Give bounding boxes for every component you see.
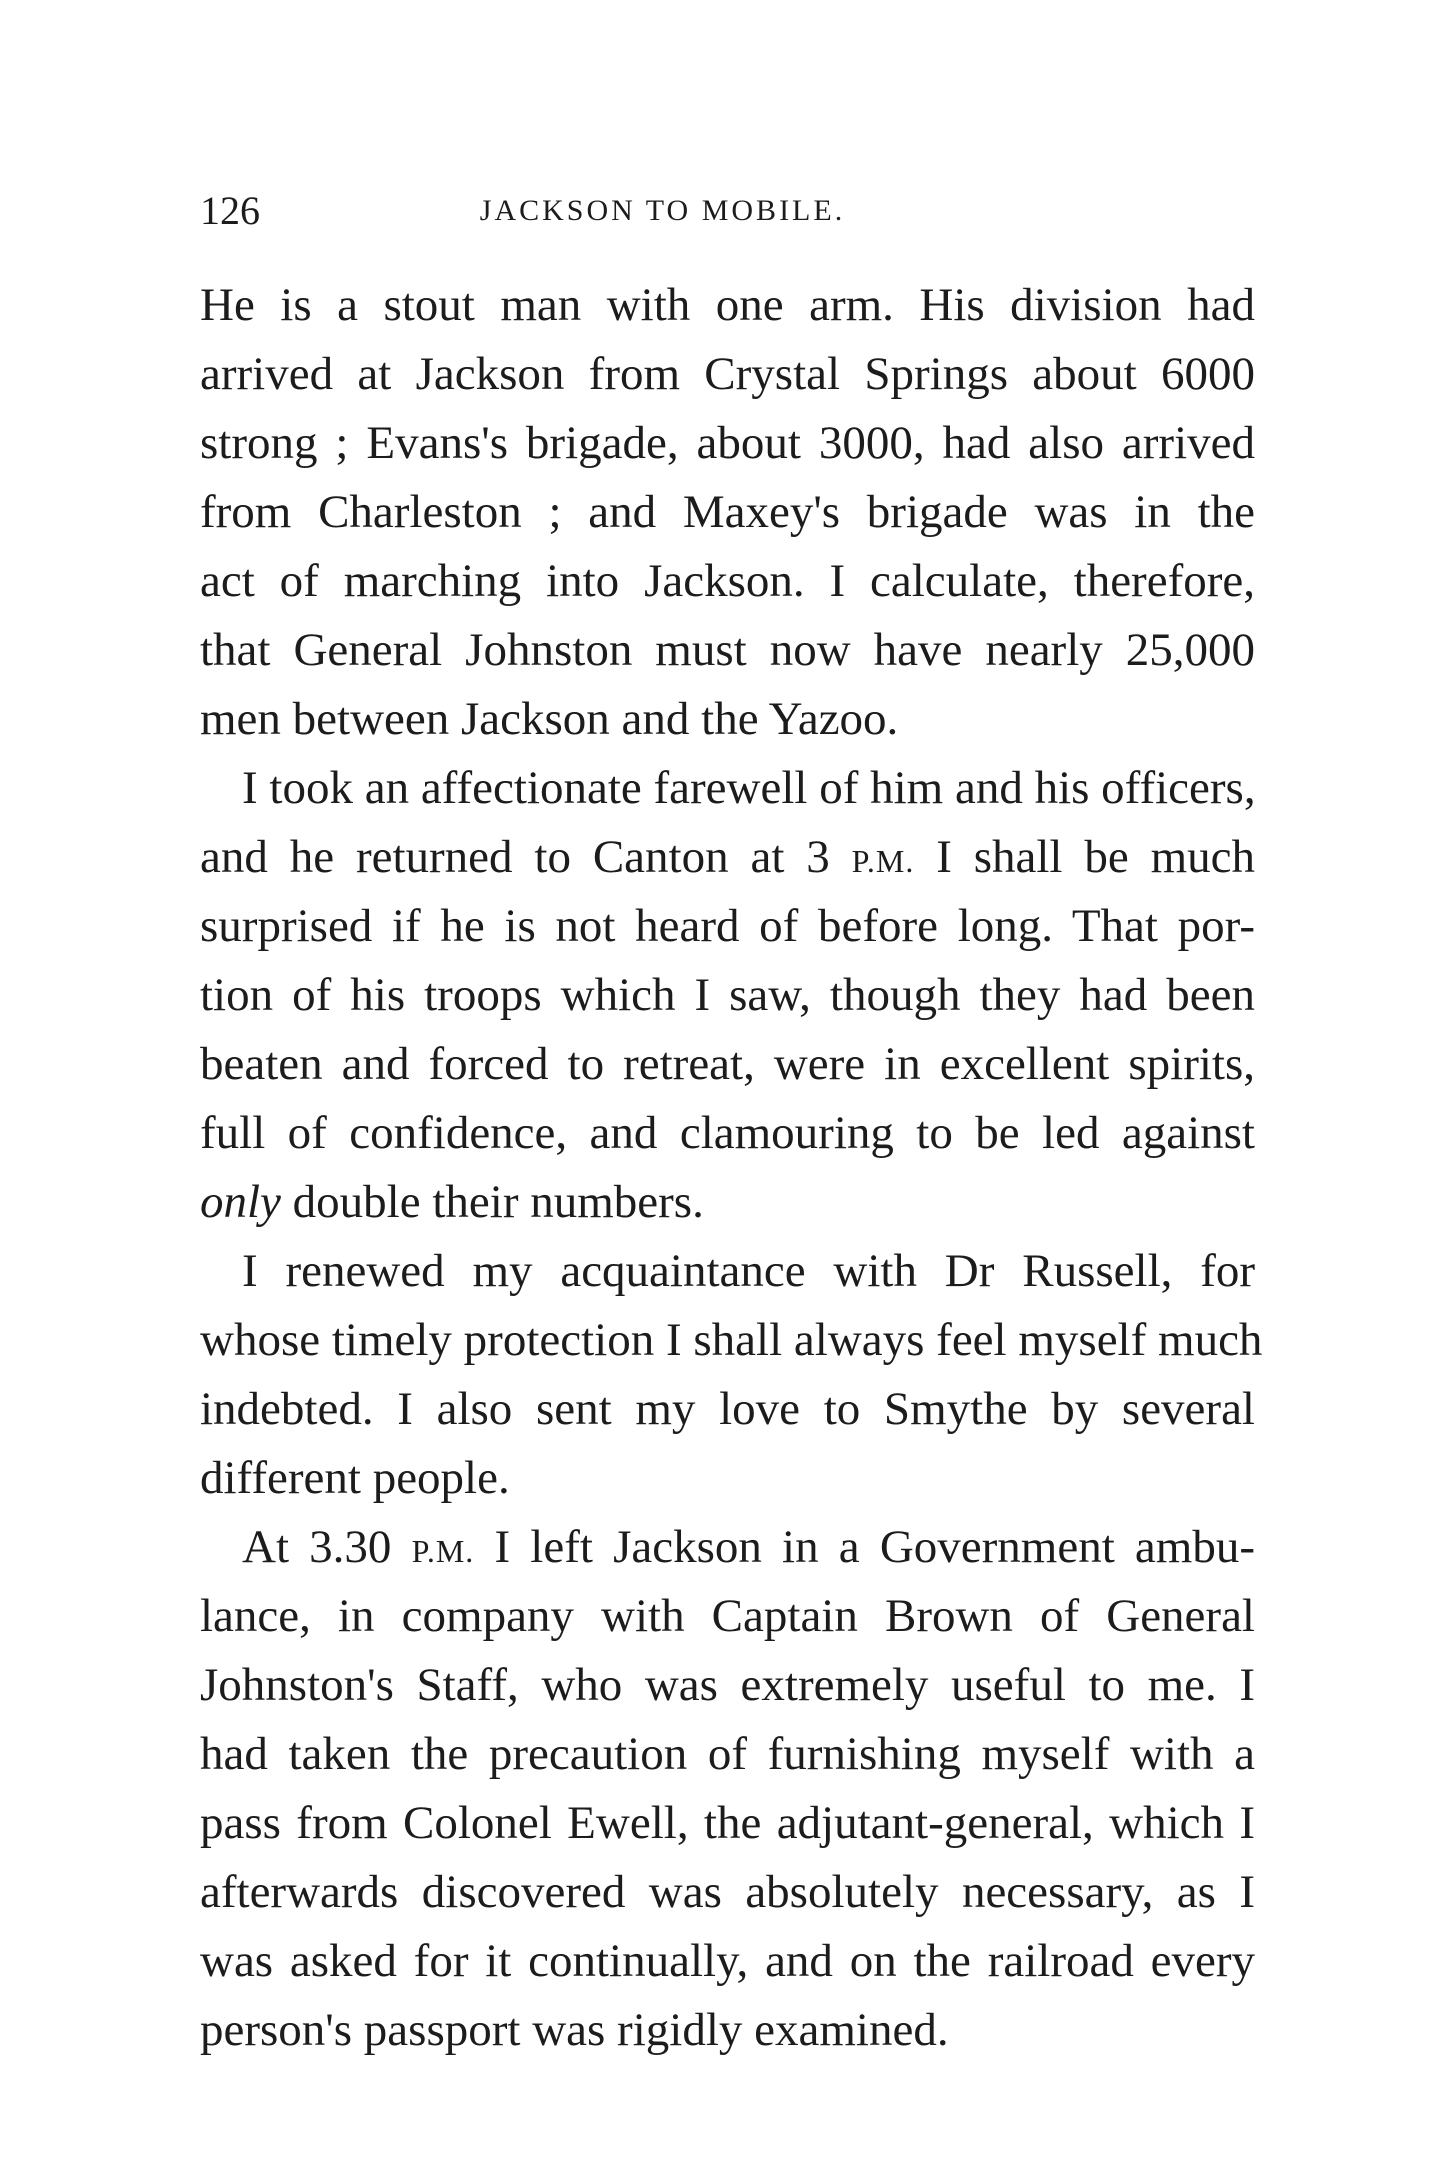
body-text bbox=[200, 271, 1263, 2065]
text-line: I took an affectionate farewell of him and his officers, bbox=[242, 762, 1256, 814]
running-head bbox=[200, 186, 1255, 236]
text-line: full of confidence, and clamouring to be led against bbox=[200, 1107, 1255, 1159]
page-number: 126 bbox=[200, 188, 260, 233]
text-line bbox=[200, 823, 1255, 892]
text-line: indebted. I also sent my love to Smythe by several bbox=[200, 1383, 1255, 1435]
text-segment: I left Jackson in a Government ambu- bbox=[474, 1521, 1255, 1573]
paragraph bbox=[200, 271, 1255, 754]
text-line: was asked for it continually, and on the railroad every bbox=[200, 1935, 1255, 1987]
text-line: I renewed my acquaintance with Dr Russell, for bbox=[242, 1245, 1255, 1297]
text-line: afterwards discovered was absolutely necessary, as I bbox=[200, 1866, 1255, 1918]
text-segment: I shall be much bbox=[914, 831, 1255, 883]
text-line bbox=[200, 1168, 1255, 1237]
text-line: surprised if he is not heard of before long. That por- bbox=[200, 900, 1255, 952]
text-line: Johnston's Staff, who was extremely useful to me. I bbox=[200, 1659, 1255, 1711]
text-segment: and he returned to Canton at 3 bbox=[200, 831, 852, 883]
text-line: strong ; Evans's brigade, about 3000, had also arrived bbox=[200, 417, 1255, 469]
text-line: pass from Colonel Ewell, the adjutant-general, which I bbox=[200, 1797, 1255, 1849]
text-line: from Charleston ; and Maxey's brigade was in the bbox=[200, 486, 1255, 538]
text-line: person's passport was rigidly examined. bbox=[200, 2004, 949, 2056]
text-line: beaten and forced to retreat, were in excellent spirits, bbox=[200, 1038, 1255, 1090]
paragraph bbox=[200, 1513, 1255, 2065]
text-line: He is a stout man with one arm. His division had bbox=[200, 279, 1255, 331]
small-caps-text: P.M. bbox=[851, 843, 915, 879]
running-title: JACKSON TO MOBILE. bbox=[479, 194, 846, 227]
text-line: tion of his troops which I saw, though they had been bbox=[200, 969, 1255, 1021]
text-line: different people. bbox=[200, 1452, 510, 1504]
text-line: arrived at Jackson from Crystal Springs about 6000 bbox=[200, 348, 1255, 400]
text-line: men between Jackson and the Yazoo. bbox=[200, 693, 899, 745]
small-caps-text: P.M. bbox=[411, 1533, 475, 1569]
text-line: that General Johnston must now have nearly 25,000 bbox=[200, 624, 1255, 676]
italic-text: only bbox=[200, 1176, 281, 1228]
paragraph bbox=[200, 1237, 1263, 1513]
text-line bbox=[200, 1513, 1255, 1582]
text-line: act of marching into Jackson. I calculate, therefore, bbox=[200, 555, 1255, 607]
text-segment: double their numbers. bbox=[280, 1176, 704, 1228]
text-line: had taken the precaution of furnishing myself with a bbox=[200, 1728, 1255, 1780]
text-segment: At 3.30 bbox=[242, 1521, 412, 1573]
paragraph bbox=[200, 754, 1255, 1237]
text-line: whose timely protection I shall always feel myself much bbox=[200, 1314, 1263, 1366]
text-line: lance, in company with Captain Brown of General bbox=[200, 1590, 1255, 1642]
